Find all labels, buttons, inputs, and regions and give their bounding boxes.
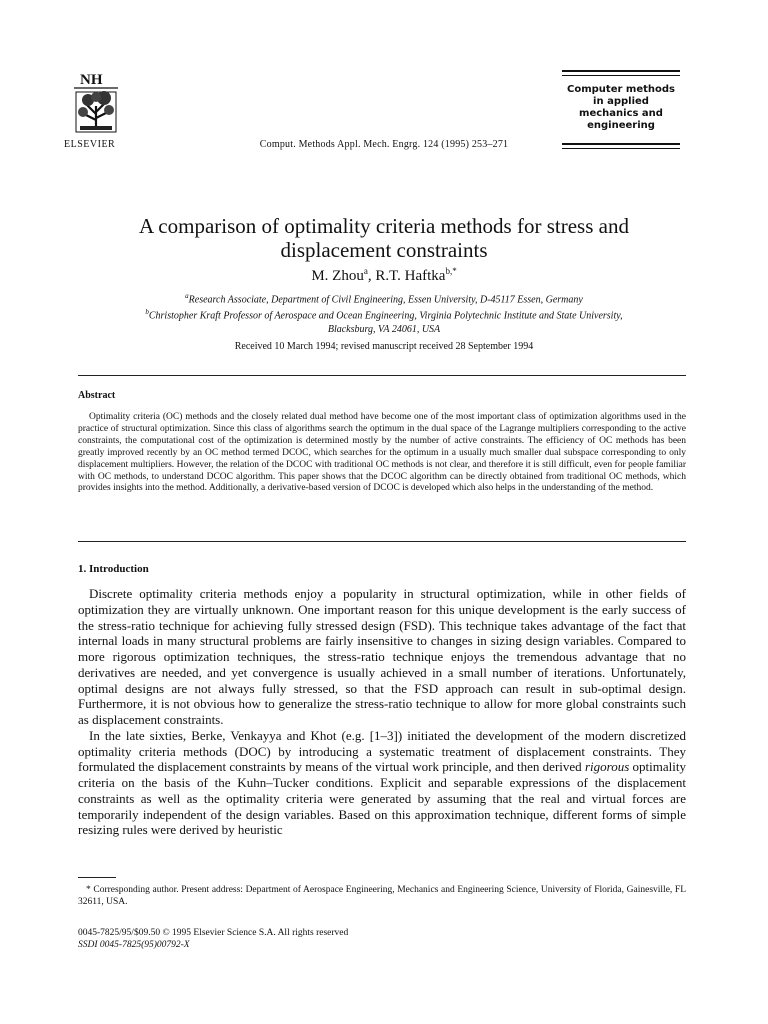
affiliations bbox=[0, 290, 768, 336]
journal-title-line: Computer methods bbox=[567, 84, 675, 95]
affiliation-a: $^a$Research Associate, Department of Civil Engineering, Essen University, D-45117 Essen, Germany bbox=[185, 292, 583, 306]
journal-citation: Comput. Methods Appl. Mech. Engrg. 124 (1995) 253–271 bbox=[259, 139, 509, 150]
article-title bbox=[0, 214, 768, 262]
divider bbox=[78, 375, 686, 376]
author-name: M. Zhou bbox=[311, 268, 364, 284]
divider bbox=[78, 541, 686, 542]
affiliation-text: Christopher Kraft Professor of Aerospace and Ocean Engineering, Virginia Polytechnic Institute and State University, bbox=[148, 310, 623, 322]
author-name: R.T. Haftka bbox=[375, 268, 446, 284]
emphasis-text: rigorous bbox=[584, 759, 630, 775]
author-affiliation-mark: b,* bbox=[445, 266, 457, 276]
affiliation-b-line2: Blacksburg, VA 24061, USA bbox=[327, 323, 441, 335]
author-affiliation-mark: a bbox=[363, 266, 368, 276]
tree-emblem-icon bbox=[70, 70, 124, 136]
body-paragraph: Discrete optimality criteria methods enjoy a popularity in structural optimization, while in other fields of optimization they are virtually unknown. One important reason for this unique development is the early success of the stress-ratio technique for achieving fully stressed design (FSD). This technique takes advantage of the fact that internal loads in many structural problems are fairly insensitive to changes in sizing design variables. Compared to more rigorous optimization techniques, the stress-ratio technique enjoys the tremendous advantage that no derivatives are needed, and yet convergence is usually achieved in a small number of iterations. Unfortunately, optimal designs are not always fully stressed, so that the FSD approach can result in sub-optimal design. Furthermore, it is not obvious how to generalize the stress-ratio technique to allow for more global constraints such as displacement constraints. bbox=[78, 586, 686, 727]
title-line: displacement constraints bbox=[280, 238, 488, 262]
body-paragraph bbox=[78, 728, 686, 838]
copyright-line: 0045-7825/95/$09.50 © 1995 Elsevier Science S.A. All rights reserved bbox=[78, 928, 349, 938]
journal-rule-bottom bbox=[562, 143, 680, 145]
journal-title-box bbox=[562, 70, 686, 150]
journal-rule-top-thin bbox=[562, 75, 680, 76]
author-separator: , bbox=[367, 268, 376, 284]
affiliation-b: $^b$Christopher Kraft Professor of Aerospace and Ocean Engineering, Virginia Polytechnic Institute and State University, bbox=[145, 308, 623, 322]
introduction-body bbox=[78, 586, 686, 838]
journal-title-line: in applied bbox=[593, 96, 649, 107]
footnote: * Corresponding author. Present address: Department of Aerospace Engineering, Mechanics and Engineering Science, University of Florida, Gainesville, FL 32611, USA. bbox=[78, 885, 686, 907]
elsevier-logo bbox=[70, 70, 124, 136]
affiliation-text: Research Associate, Department of Civil Engineering, Essen University, D-45117 Essen, Germany bbox=[188, 294, 583, 306]
section-heading: 1. Introduction bbox=[78, 563, 149, 575]
ssdi-line: SSDI 0045-7825(95)00792-X bbox=[78, 940, 190, 950]
journal-title-line: engineering bbox=[587, 120, 655, 131]
received-dates: Received 10 March 1994; revised manuscript received 28 September 1994 bbox=[234, 341, 534, 352]
journal-rule-top bbox=[562, 70, 680, 72]
abstract-heading: Abstract bbox=[78, 390, 116, 401]
logo-text: NH bbox=[80, 72, 103, 88]
abstract-text: Optimality criteria (OC) methods and the closely related dual method have become one of the most important class of optimization algorithms used in the practice of structural optimization. Since this class of algorithms search the optimum in the dual space of the Lagrange multipliers corresponding to the active constraints, the computational cost of the optimization is determined mostly by the number of active constraints. The efficiency of OC methods has been greatly improved recently by an OC method termed DCOC, which searches for the optimum in a usually much smaller dual subspace corresponding to only displacement multipliers. However, the relation of the DCOC with traditional OC methods is not clear, and therefore it is still difficult, even for people familiar with OC methods, to understand DCOC algorithm. This paper shows that the DCOC algorithm can be directly obtained from traditional OC methods, which provides insights into the method. Additionally, a derivative-based version of DCOC is developed which also helps in the understanding of the method. bbox=[78, 412, 686, 494]
paragraph-text: optimality criteria on the basis of the Kuhn–Tucker conditions. Explicit and separable expressions of the displacement constraints as well as the optimality criteria were generated by assuming that the real and virtual forces are temporarily independent of the design variables. Based on this approximation technique, different forms of simple resizing rules were derived by heuristic bbox=[78, 759, 686, 838]
paragraph-text: In the late sixties, Berke, Venkayya and Khot (e.g. [1–3]) initiated the development of the modern discretized optimality criteria methods (DOC) by introducing a systematic treatment of displacement constraints. They formulated the displacement constraints by means of the virtual work principle, and then derived bbox=[78, 727, 686, 775]
footnote-rule bbox=[78, 877, 116, 878]
journal-title-line: mechanics and bbox=[579, 108, 663, 119]
title-line: A comparison of optimality criteria methods for stress and bbox=[139, 214, 629, 238]
journal-title bbox=[562, 84, 680, 132]
author-list bbox=[0, 266, 768, 285]
publisher-name: ELSEVIER bbox=[64, 139, 116, 150]
journal-rule-bottom-thin bbox=[562, 148, 680, 149]
